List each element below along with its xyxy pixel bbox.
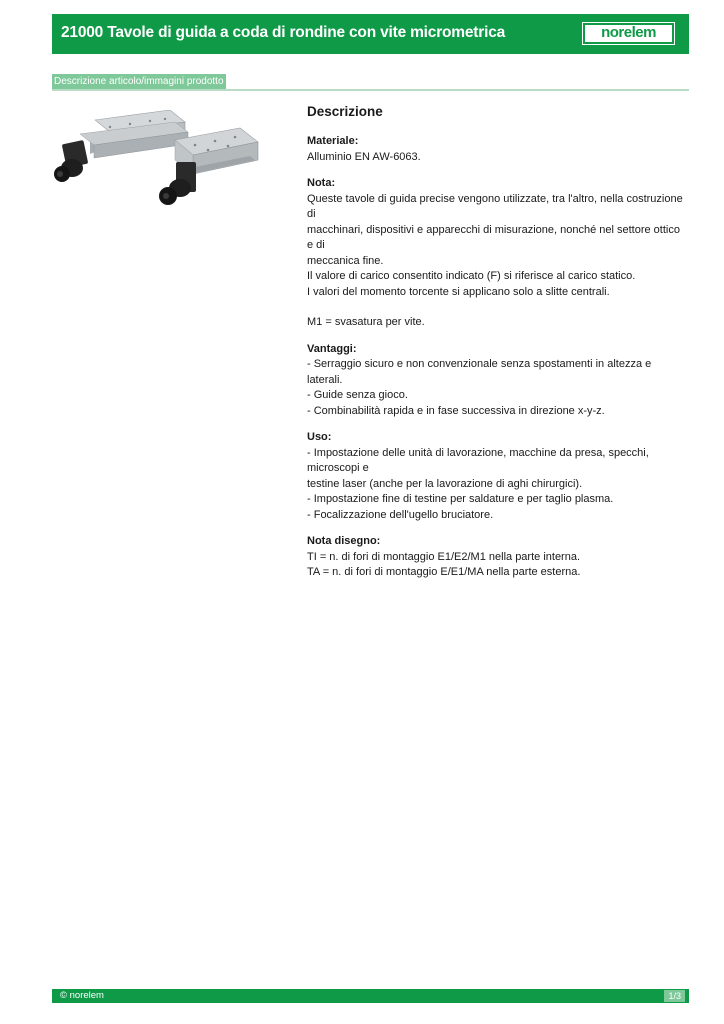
m1-block: [307, 315, 689, 331]
page-header: [52, 14, 689, 54]
description-content: [307, 103, 689, 592]
use-line: - Impostazione delle unità di lavorazione, macchine da presa, specchi, microscopi e: [307, 446, 649, 474]
drawing-note-line: TA = n. di fori di montaggio E/E1/MA nella parte esterna.: [307, 566, 581, 578]
page-title: 21000 Tavole di guida a coda di rondine con vite micrometrica: [61, 24, 506, 41]
drawing-note-line: TI = n. di fori di montaggio E1/E2/M1 nella parte interna.: [307, 550, 581, 563]
note-line: I valori del momento torcente si applicano solo a slitte centrali.: [307, 285, 610, 298]
section-divider: [52, 89, 689, 91]
use-line: - Impostazione fine di testine per saldature e per taglio plasma.: [307, 493, 614, 505]
drawing-note-block: [307, 534, 689, 581]
product-image: [50, 110, 265, 210]
section-header: [52, 74, 689, 91]
note-line: Queste tavole di guida precise vengono utilizzate, tra l'altro, nella costruzione di: [307, 192, 683, 220]
material-line: Alluminio EN AW-6063.: [307, 150, 421, 163]
page-number: 1/3: [664, 990, 685, 1002]
use-title: Uso:: [307, 431, 332, 443]
note-line: Il valore di carico consentito indicato (F) si riferisce al carico statico.: [307, 270, 636, 282]
use-block: [307, 430, 689, 523]
copyright-text: © norelem: [60, 990, 104, 1001]
advantages-block: [307, 342, 689, 420]
use-line: testine laser (anche per la lavorazione di aghi chirurgici).: [307, 477, 583, 490]
advantages-line: - Serraggio sicuro e non convenzionale senza spostamenti in altezza e laterali.: [307, 358, 652, 386]
page-footer: [52, 989, 689, 1003]
note-line: macchinari, dispositivi e apparecchi di misurazione, nonché nel settore ottico e di: [307, 223, 680, 251]
advantages-line: - Combinabilità rapida e in fase successiva in direzione x-y-z.: [307, 404, 605, 417]
m1-line: M1 = svasatura per vite.: [307, 316, 425, 328]
use-line: - Focalizzazione dell'ugello bruciatore.: [307, 508, 494, 521]
note-title: Nota:: [307, 177, 336, 189]
logo-text: norelem: [585, 25, 672, 42]
description-heading: Descrizione: [307, 104, 383, 119]
material-block: [307, 134, 689, 165]
advantages-line: - Guide senza gioco.: [307, 389, 408, 401]
drawing-note-title: Nota disegno:: [307, 535, 381, 547]
note-block: [307, 176, 689, 300]
advantages-title: Vantaggi:: [307, 342, 357, 355]
norelem-logo: [582, 22, 675, 45]
guide-table-left: [54, 110, 188, 182]
note-line: meccanica fine.: [307, 254, 384, 267]
section-label: Descrizione articolo/immagini prodotto: [54, 76, 224, 87]
material-title: Materiale:: [307, 135, 359, 147]
